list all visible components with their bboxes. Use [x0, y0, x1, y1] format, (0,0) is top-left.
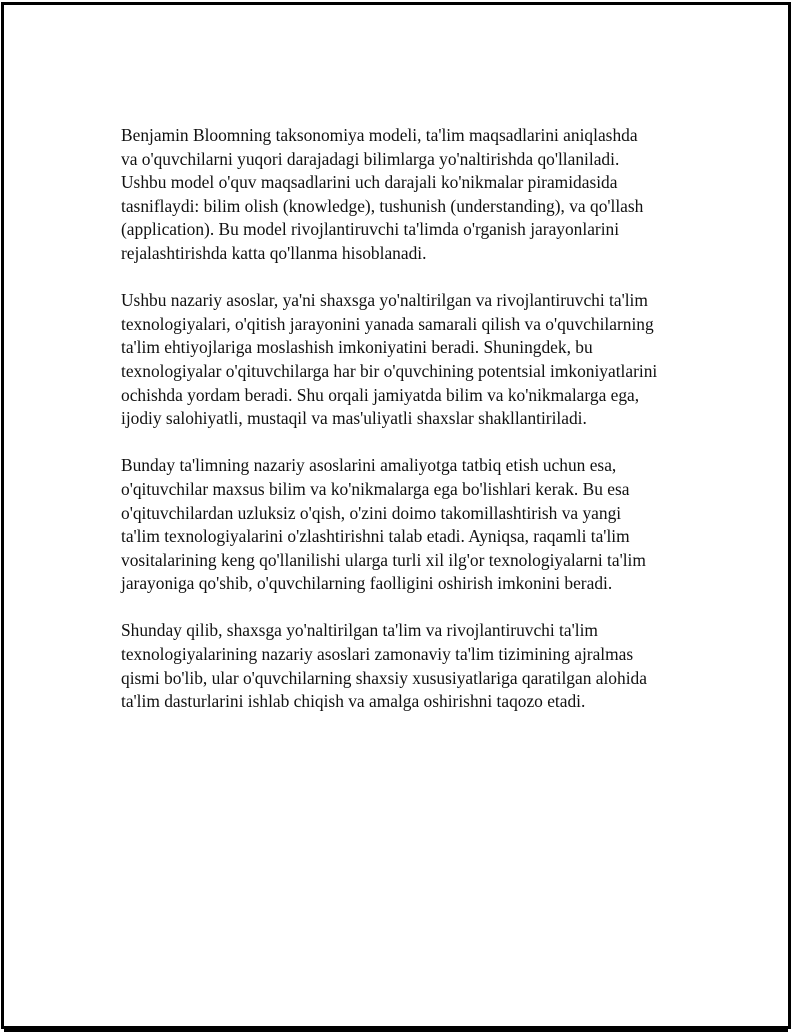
paragraph-theoretical-foundations: Ushbu nazariy asoslar, ya'ni shaxsga yo'naltirilgan va rivojlantiruvchi ta'lim texnologiyalari, o'qitish jarayonini yanada samarali qilish va o'quvchilarning ta'lim ehtiyojlariga moslashish imkoniyatini beradi. Shuningdek, bu texnologiyalar o'qituvchilarga har bir o'quvchining potentsial imkoniyatlarini ochishda yordam beradi. Shu orqali jamiyatda bilim va ko'nikmalarga ega, ijodiy salohiyatli, mustaqil va mas'uliyatli shaxslar shakllantiriladi.	[121, 290, 658, 429]
paragraph-bloom-taxonomy: Benjamin Bloomning taksonomiya modeli, ta'lim maqsadlarini aniqlashda va o'quvchilarni yuqori darajadagi bilimlarga yo'naltirishda qo'llaniladi. Ushbu model o'quv maqsadlarini uch darajali ko'nikmalar piramidasida tasniflaydi: bilim olish (knowledge), tushunish (understanding), va qo'llash (application). Bu model rivojlantiruvchi ta'limda o'rganish jarayonlarini rejalashtirishda katta qo'llanma hisoblanadi.	[121, 125, 644, 263]
page-frame	[1, 2, 791, 1029]
paragraph-conclusion: Shunday qilib, shaxsga yo'naltirilgan ta'lim va rivojlantiruvchi ta'lim texnologiyalarining nazariy asoslari zamonaviy ta'lim tizimining ajralmas qismi bo'lib, ular o'quvchilarning shaxsiy xususiyatlariga qaratilgan alohida ta'lim dasturlarini ishlab chiqish va amalga oshirishni taqozo etadi.	[121, 620, 647, 712]
document-body	[121, 124, 701, 737]
paragraph-teacher-skills: Bunday ta'limning nazariy asoslarini amaliyotga tatbiq etish uchun esa, o'qituvchilar maxsus bilim va ko'nikmalarga ega bo'lishlari kerak. Bu esa o'qituvchilardan uzluksiz o'qish, o'zini doimo takomillashtirish va yangi ta'lim texnologiyalarini o'zlashtirishni talab etadi. Ayniqsa, raqamli ta'lim vositalarining keng qo'llanilishi ularga turli xil ilg'or texnologiyalarni ta'lim jarayoniga qo'shib, o'quvchilarning faolligini oshirish imkonini beradi.	[121, 455, 646, 594]
